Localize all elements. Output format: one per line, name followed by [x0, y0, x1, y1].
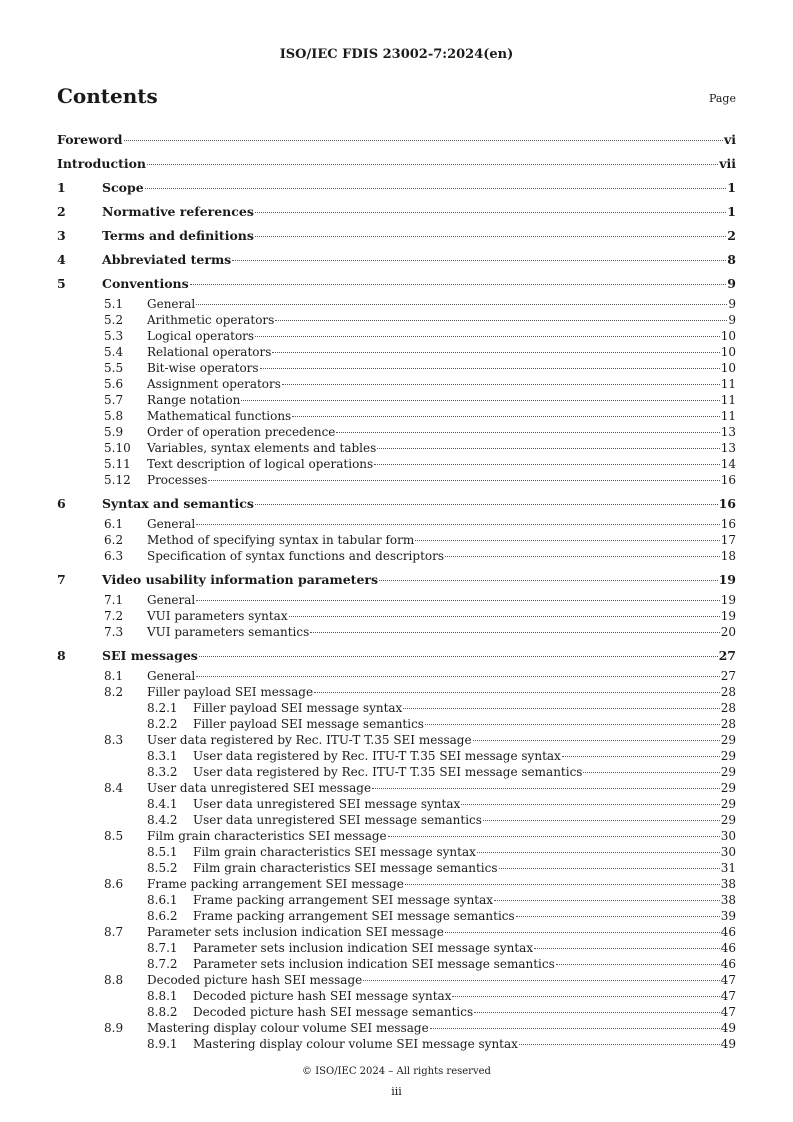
toc-entry-title: Film grain characteristics SEI message	[147, 829, 387, 843]
toc-entry-number: 2	[57, 204, 66, 219]
toc-entry-title: Introduction	[57, 156, 147, 171]
toc-entry-page: 16	[718, 496, 736, 511]
toc-entry-number: 8.8	[104, 973, 124, 987]
toc-entry-title: Decoded picture hash SEI message semantics	[193, 1005, 474, 1019]
toc-entry-number: 5.1	[104, 297, 124, 311]
toc-entry[interactable]	[57, 392, 736, 408]
toc-entry-number: 5.10	[104, 441, 131, 455]
toc-entry-page: 2	[727, 228, 736, 243]
toc-entry-page: 19	[720, 609, 736, 623]
toc-entry-number: 8.6.1	[147, 893, 178, 907]
toc-entry-title: Variables, syntax elements and tables	[147, 441, 377, 455]
toc-entry-number: 8.8.2	[147, 1005, 178, 1019]
toc-entry[interactable]	[57, 440, 736, 456]
toc-entry-title: Filler payload SEI message	[147, 685, 314, 699]
toc-entry-page: 38	[720, 877, 736, 891]
toc-entry-number: 8.3.2	[147, 765, 178, 779]
toc-entry-number: 8.9	[104, 1021, 124, 1035]
toc-entry[interactable]	[57, 748, 736, 764]
dot-leader	[190, 284, 727, 285]
toc-entry[interactable]	[57, 684, 736, 700]
dot-leader	[314, 692, 720, 693]
toc-entry[interactable]	[57, 608, 736, 624]
toc-entry-page: 11	[720, 393, 736, 407]
toc-entry-title: Text description of logical operations	[147, 457, 374, 471]
toc-entry-number: 5.6	[104, 377, 124, 391]
toc-entry-page: 28	[720, 685, 736, 699]
toc-entry-page: 47	[720, 989, 736, 1003]
toc-entry[interactable]	[57, 860, 736, 876]
toc-entry-page: 46	[720, 941, 736, 955]
toc-entry-title: Mastering display colour volume SEI message syntax	[193, 1037, 518, 1051]
toc-entry-page: 10	[720, 345, 736, 359]
page-title: Contents	[57, 84, 158, 108]
toc-entry[interactable]	[57, 812, 736, 828]
toc-entry-title: VUI parameters semantics	[147, 625, 310, 639]
toc-entry[interactable]	[57, 972, 736, 988]
toc-entry-number: 8.5	[104, 829, 124, 843]
toc-entry-title: User data registered by Rec. ITU-T T.35 SEI message	[147, 733, 472, 747]
toc-entry-page: 49	[720, 1037, 736, 1051]
toc-entry-number: 8.4.1	[147, 797, 178, 811]
toc-entry-page: 9	[728, 313, 736, 327]
dot-leader	[377, 448, 719, 449]
toc-entry-number: 3	[57, 228, 66, 243]
toc-entry[interactable]	[57, 424, 736, 440]
toc-entry-number: 5.5	[104, 361, 124, 375]
dot-leader	[452, 996, 719, 997]
dot-leader	[372, 788, 720, 789]
toc-entry-number: 5.4	[104, 345, 124, 359]
toc-entry-page: 46	[720, 957, 736, 971]
toc-entry-page: 8	[727, 252, 736, 267]
toc-entry-page: 1	[727, 204, 736, 219]
dot-leader	[260, 368, 720, 369]
toc-entry-number: 8.4	[104, 781, 124, 795]
toc-entry[interactable]	[57, 988, 736, 1004]
toc-entry[interactable]	[57, 472, 736, 488]
toc-entry-number: 6	[57, 496, 66, 511]
toc-entry-title: Filler payload SEI message syntax	[193, 701, 403, 715]
toc-entry-page: 17	[720, 533, 736, 547]
toc-entry[interactable]	[57, 892, 736, 908]
toc-entry-title: Scope	[102, 180, 144, 195]
toc-entry-title: Syntax and semantics	[102, 496, 254, 511]
toc-entry-page: 11	[720, 377, 736, 391]
toc-entry-number: 8	[57, 648, 66, 663]
dot-leader	[196, 524, 719, 525]
toc-entry-number: 8.5.2	[147, 861, 178, 875]
toc-entry-title: Decoded picture hash SEI message	[147, 973, 363, 987]
toc-entry-page: 39	[720, 909, 736, 923]
toc-entry[interactable]	[57, 764, 736, 780]
toc-entry-page: 20	[720, 625, 736, 639]
dot-leader	[445, 932, 720, 933]
toc-entry-number: 7	[57, 572, 66, 587]
toc-entry-page: vii	[719, 156, 736, 171]
toc-entry-page: 16	[720, 517, 736, 531]
dot-leader	[232, 260, 726, 261]
dot-leader	[516, 916, 720, 917]
toc-entry-number: 6.2	[104, 533, 124, 547]
dot-leader	[374, 464, 720, 465]
dot-leader	[275, 320, 727, 321]
toc-entry[interactable]	[57, 644, 736, 668]
toc-entry-title: Frame packing arrangement SEI message semantics	[193, 909, 515, 923]
toc-entry-title: Foreword	[57, 132, 123, 147]
dot-leader	[388, 836, 720, 837]
dot-leader	[336, 432, 719, 433]
toc-entry-title: Processes	[147, 473, 208, 487]
dot-leader	[292, 416, 720, 417]
toc-entry-title: Film grain characteristics SEI message syntax	[193, 845, 476, 859]
dot-leader	[196, 304, 727, 305]
toc-entry-number: 5.9	[104, 425, 124, 439]
toc-entry-page: 13	[720, 441, 736, 455]
toc-entry-number: 8.2.2	[147, 717, 178, 731]
toc-entry-title: General	[147, 517, 196, 531]
toc-entry-page: 46	[720, 925, 736, 939]
page-number: iii	[391, 1085, 402, 1098]
toc-entry[interactable]	[57, 668, 736, 684]
dot-leader	[556, 964, 720, 965]
toc-entry-number: 8.2	[104, 685, 124, 699]
toc-entry-number: 8.6	[104, 877, 124, 891]
dot-leader	[282, 384, 720, 385]
toc-entry-title: Frame packing arrangement SEI message syntax	[193, 893, 494, 907]
toc-entry-title: SEI messages	[102, 648, 198, 663]
toc-entry[interactable]	[57, 328, 736, 344]
toc-entry-number: 7.2	[104, 609, 124, 623]
dot-leader	[255, 212, 726, 213]
toc-entry[interactable]	[57, 312, 736, 328]
toc-entry-page: 19	[720, 593, 736, 607]
dot-leader	[445, 556, 720, 557]
toc-entry-page: 30	[720, 829, 736, 843]
toc-entry-title: Mathematical functions	[147, 409, 292, 423]
toc-entry-title: Video usability information parameters	[102, 572, 379, 587]
toc-entry-title: Range notation	[147, 393, 241, 407]
toc-entry-title: General	[147, 593, 196, 607]
toc-entry[interactable]	[57, 296, 736, 312]
dot-leader	[405, 884, 720, 885]
toc-entry-page: 27	[720, 669, 736, 683]
toc-entry-number: 5.3	[104, 329, 124, 343]
toc-entry-page: 27	[718, 648, 736, 663]
toc-entry-page: 18	[720, 549, 736, 563]
toc-entry-title: Frame packing arrangement SEI message	[147, 877, 404, 891]
toc-entry-page: 47	[720, 1005, 736, 1019]
toc-entry-title: Relational operators	[147, 345, 272, 359]
toc-entry-page: 16	[720, 473, 736, 487]
toc-entry[interactable]	[57, 828, 736, 844]
toc-entry-number: 5.11	[104, 457, 131, 471]
toc-entry-page: 30	[720, 845, 736, 859]
dot-leader	[310, 632, 719, 633]
toc-entry[interactable]	[57, 248, 736, 272]
toc-entry-number: 8.9.1	[147, 1037, 178, 1051]
dot-leader	[403, 708, 719, 709]
toc-entry[interactable]	[57, 908, 736, 924]
toc-entry-number: 8.7.2	[147, 957, 178, 971]
toc-entry-title: User data registered by Rec. ITU-T T.35 SEI message semantics	[193, 765, 583, 779]
toc-entry[interactable]	[57, 456, 736, 472]
toc-entry-title: Conventions	[102, 276, 189, 291]
toc-entry-title: Order of operation precedence	[147, 425, 336, 439]
toc-entry-number: 5.8	[104, 409, 124, 423]
toc-entry[interactable]	[57, 940, 736, 956]
toc-entry-page: 10	[720, 329, 736, 343]
dot-leader	[379, 580, 718, 581]
toc-entry-title: User data registered by Rec. ITU-T T.35 SEI message syntax	[193, 749, 561, 763]
toc-entry-page: 38	[720, 893, 736, 907]
dot-leader	[415, 540, 719, 541]
dot-leader	[363, 980, 719, 981]
toc-entry[interactable]	[57, 876, 736, 892]
toc-entry-number: 7.1	[104, 593, 124, 607]
dot-leader	[477, 852, 720, 853]
page-column-label: Page	[708, 92, 736, 105]
dot-leader	[199, 656, 718, 657]
toc-entry-page: 29	[720, 733, 736, 747]
toc-entry[interactable]	[57, 568, 736, 592]
toc-entry-number: 8.3	[104, 733, 124, 747]
toc-entry[interactable]	[57, 408, 736, 424]
dot-leader	[494, 900, 720, 901]
toc-entry-number: 5.12	[104, 473, 131, 487]
toc-entry-title: Filler payload SEI message semantics	[193, 717, 424, 731]
dot-leader	[196, 676, 719, 677]
toc-entry-title: General	[147, 297, 196, 311]
toc-entry-page: 28	[720, 717, 736, 731]
dot-leader	[430, 1028, 720, 1029]
dot-leader	[562, 756, 720, 757]
toc-entry-title: Parameter sets inclusion indication SEI message	[147, 925, 444, 939]
toc-entry[interactable]	[57, 152, 736, 176]
table-of-contents	[57, 128, 736, 1052]
dot-leader	[196, 600, 719, 601]
toc-entry-number: 7.3	[104, 625, 124, 639]
toc-entry[interactable]	[57, 716, 736, 732]
toc-entry-page: 29	[720, 797, 736, 811]
toc-entry-page: 10	[720, 361, 736, 375]
toc-entry[interactable]	[57, 780, 736, 796]
toc-entry-number: 5	[57, 276, 66, 291]
dot-leader	[425, 724, 720, 725]
toc-entry-number: 1	[57, 180, 66, 195]
toc-entry-page: 29	[720, 781, 736, 795]
dot-leader	[474, 1012, 720, 1013]
toc-entry[interactable]	[57, 272, 736, 296]
toc-entry-page: 29	[720, 749, 736, 763]
toc-entry[interactable]	[57, 1004, 736, 1020]
toc-entry[interactable]	[57, 796, 736, 812]
toc-entry[interactable]	[57, 548, 736, 564]
dot-leader	[145, 188, 727, 189]
toc-entry-title: Parameter sets inclusion indication SEI message syntax	[193, 941, 534, 955]
toc-entry-number: 6.3	[104, 549, 124, 563]
dot-leader	[473, 740, 720, 741]
toc-entry-number: 4	[57, 252, 66, 267]
toc-entry[interactable]	[57, 732, 736, 748]
toc-entry-title: Bit-wise operators	[147, 361, 259, 375]
toc-entry[interactable]	[57, 376, 736, 392]
toc-entry-number: 8.5.1	[147, 845, 178, 859]
dot-leader	[289, 616, 720, 617]
toc-entry-page: 47	[720, 973, 736, 987]
dot-leader	[255, 236, 726, 237]
toc-entry-number: 8.4.2	[147, 813, 178, 827]
toc-entry-number: 8.1	[104, 669, 124, 683]
toc-entry[interactable]	[57, 844, 736, 860]
toc-entry-title: Mastering display colour volume SEI message	[147, 1021, 429, 1035]
toc-entry-title: Normative references	[102, 204, 254, 219]
dot-leader	[272, 352, 719, 353]
toc-entry-page: 28	[720, 701, 736, 715]
dot-leader	[124, 140, 723, 141]
toc-entry-page: 1	[727, 180, 736, 195]
toc-entry-number: 8.7.1	[147, 941, 178, 955]
dot-leader	[461, 804, 719, 805]
dot-leader	[255, 336, 720, 337]
toc-entry-title: User data unregistered SEI message semantics	[193, 813, 482, 827]
toc-entry[interactable]	[57, 624, 736, 640]
toc-entry-number: 5.2	[104, 313, 124, 327]
toc-entry-number: 8.7	[104, 925, 124, 939]
toc-entry-title: Arithmetic operators	[147, 313, 275, 327]
toc-entry-page: 31	[720, 861, 736, 875]
dot-leader	[499, 868, 720, 869]
toc-entry-title: Specification of syntax functions and descriptors	[147, 549, 445, 563]
dot-leader	[147, 164, 718, 165]
toc-entry[interactable]	[57, 516, 736, 532]
toc-entry[interactable]	[57, 128, 736, 152]
toc-entry[interactable]	[57, 924, 736, 940]
copyright-footer: © ISO/IEC 2024 – All rights reserved	[302, 1066, 491, 1077]
toc-entry[interactable]	[57, 176, 736, 200]
toc-entry-page: 19	[718, 572, 736, 587]
toc-entry[interactable]	[57, 532, 736, 548]
toc-entry[interactable]	[57, 956, 736, 972]
toc-entry-title: Terms and definitions	[102, 228, 254, 243]
toc-entry-page: 29	[720, 765, 736, 779]
dot-leader	[534, 948, 720, 949]
toc-entry-number: 5.7	[104, 393, 124, 407]
toc-entry-page: 11	[720, 409, 736, 423]
toc-entry-page: 9	[728, 297, 736, 311]
toc-entry[interactable]	[57, 360, 736, 376]
toc-entry-number: 8.6.2	[147, 909, 178, 923]
dot-leader	[255, 504, 718, 505]
toc-entry-title: General	[147, 669, 196, 683]
toc-entry-title: Assignment operators	[147, 377, 281, 391]
toc-entry-page: 49	[720, 1021, 736, 1035]
toc-entry-number: 8.3.1	[147, 749, 178, 763]
toc-entry[interactable]	[57, 592, 736, 608]
toc-entry-title: Abbreviated terms	[102, 252, 232, 267]
toc-entry[interactable]	[57, 200, 736, 224]
toc-entry[interactable]	[57, 1020, 736, 1036]
toc-entry-number: 8.2.1	[147, 701, 178, 715]
toc-entry-title: VUI parameters syntax	[147, 609, 288, 623]
toc-entry-title: User data unregistered SEI message	[147, 781, 372, 795]
toc-entry-page: 13	[720, 425, 736, 439]
toc-entry-title: Method of specifying syntax in tabular form	[147, 533, 415, 547]
toc-entry[interactable]	[57, 700, 736, 716]
toc-entry-title: Parameter sets inclusion indication SEI message semantics	[193, 957, 555, 971]
toc-entry-number: 6.1	[104, 517, 124, 531]
toc-entry-page: 29	[720, 813, 736, 827]
toc-entry[interactable]	[57, 344, 736, 360]
dot-leader	[483, 820, 720, 821]
dot-leader	[208, 480, 719, 481]
toc-entry-title: Decoded picture hash SEI message syntax	[193, 989, 452, 1003]
toc-entry[interactable]	[57, 492, 736, 516]
toc-entry[interactable]	[57, 224, 736, 248]
toc-entry-title: Film grain characteristics SEI message semantics	[193, 861, 498, 875]
toc-entry-page: vi	[723, 132, 736, 147]
toc-entry-title: User data unregistered SEI message syntax	[193, 797, 461, 811]
toc-entry[interactable]	[57, 1036, 736, 1052]
dot-leader	[583, 772, 719, 773]
toc-entry-number: 8.8.1	[147, 989, 178, 1003]
dot-leader	[519, 1044, 720, 1045]
dot-leader	[241, 400, 719, 401]
document-header: ISO/IEC FDIS 23002-7:2024(en)	[279, 47, 514, 62]
toc-entry-title: Logical operators	[147, 329, 255, 343]
toc-entry-page: 14	[720, 457, 736, 471]
toc-entry-page: 9	[727, 276, 736, 291]
